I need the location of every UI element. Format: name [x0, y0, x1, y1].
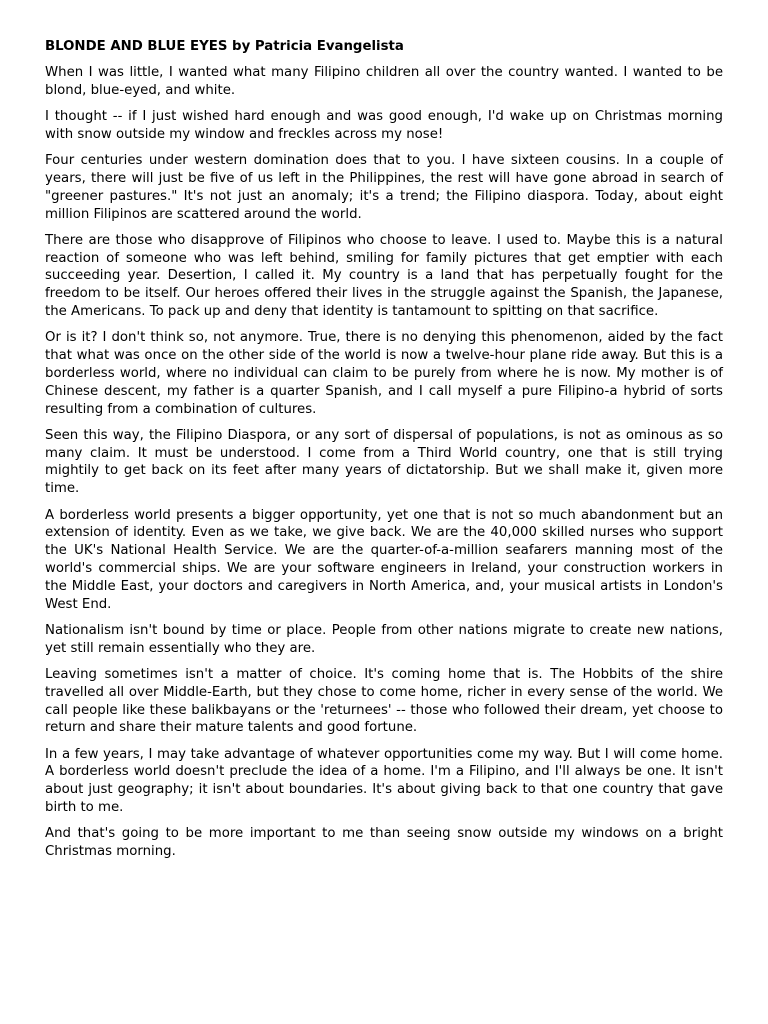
paragraph: And that's going to be more important to me than seeing snow outside my windows on a bright Christmas morning.	[45, 826, 723, 860]
paragraph: A borderless world presents a bigger opportunity, yet one that is not so much abandonment but an extension of identity. Even as we take, we give back. We are the 40,000 skilled nurses who support the UK's National Health Service. We are the quarter-of-a-million seafarers manning most of the world's commercial ships. We are your software engineers in Ireland, your construction workers in the Middle East, your doctors and caregivers in North America, and, your musical artists in London's West End.	[45, 507, 723, 612]
paragraph: Leaving sometimes isn't a matter of choice. It's coming home that is. The Hobbits of the shire travelled all over Middle-Earth, but they chose to come home, richer in every sense of the world. We call people like these balikbayans or the 'returnees' -- those who followed their dream, yet choose to return and share their mature talents and good fortune.	[45, 666, 723, 736]
paragraph: When I was little, I wanted what many Filipino children all over the country wanted. I wanted to be blond, blue-eyed, and white.	[45, 65, 723, 98]
paragraph: Nationalism isn't bound by time or place. People from other nations migrate to create new nations, yet still remain essentially who they are.	[45, 622, 723, 656]
paragraph: Seen this way, the Filipino Diaspora, or any sort of dispersal of populations, is not as ominous as so many claim. It must be understood. I come from a Third World country, one that is still trying mightily to get back on its feet after many years of dictatorship. But we shall make it, given more time.	[45, 427, 723, 497]
paragraph: Or is it? I don't think so, not anymore. True, there is no denying this phenomenon, aided by the fact that what was once on the other side of the world is now a twelve-hour plane ride away. But this is a borderless world, where no individual can claim to be purely from where he is now. My mother is of Chinese descent, my father is a quarter Spanish, and I call myself a pure Filipino-a hybrid of sorts resulting from a combination of cultures.	[45, 330, 723, 417]
paragraph: In a few years, I may take advantage of whatever opportunities come my way. But I will come home. A borderless world doesn't preclude the idea of a home. I'm a Filipino, and I'll always be one. It isn't about just geography; it isn't about boundaries. It's about giving back to that one country that gave birth to me.	[45, 746, 723, 815]
paragraph: I thought -- if I just wished hard enough and was good enough, I'd wake up on Christmas morning with snow outside my window and freckles across my nose!	[45, 109, 723, 142]
document-title: BLONDE AND BLUE EYES by Patricia Evangelista	[45, 39, 404, 54]
paragraph: Four centuries under western domination does that to you. I have sixteen cousins. In a couple of years, there will just be five of us left in the Philippines, the rest will have gone abroad in search of "greener pastures." It's not just an anomaly; it's a trend; the Filipino diaspora. Today, about eight million Filipinos are scattered around the world.	[45, 153, 723, 222]
paragraph: There are those who disapprove of Filipinos who choose to leave. I used to. Maybe this is a natural reaction of someone who was left behind, smiling for family pictures that get emptier with each succeeding year. Desertion, I called it. My country is a land that has perpetually fought for the freedom to be itself. Our heroes offered their lives in the struggle against the Spanish, the Japanese, the Americans. To pack up and deny that identity is tantamount to spitting on that sacrifice.	[45, 232, 723, 320]
